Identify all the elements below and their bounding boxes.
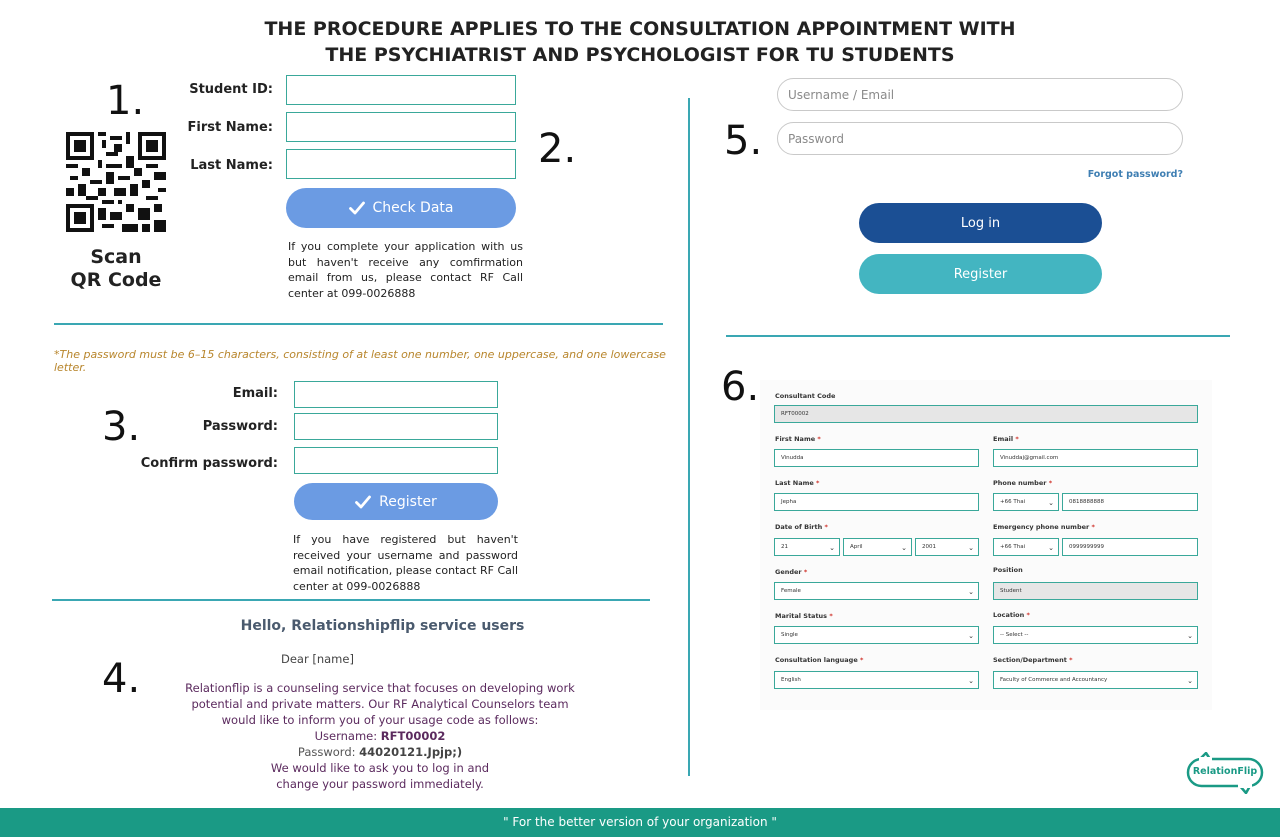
gender-label <box>775 568 807 576</box>
first-name-input[interactable] <box>286 112 516 142</box>
consultant-code-value: RFT00002 <box>781 411 809 417</box>
scan-label-line-1: Scan <box>90 246 142 268</box>
email-field[interactable] <box>294 381 498 408</box>
footer-banner: " For the better version of your organization " <box>0 808 1280 837</box>
chevron-down-icon: ⌄ <box>968 588 974 596</box>
consultation-language-select[interactable] <box>774 671 979 689</box>
section-department-value: Faculty of Commerce and Accountancy <box>1000 677 1108 683</box>
position-label: Position <box>993 566 1023 574</box>
email-line-1: Relationflip is a counseling service that focuses on developing work <box>185 681 575 695</box>
marital-status-value: Single <box>781 632 798 638</box>
phone-form-label-text: Phone number <box>993 479 1047 487</box>
last-name-form-input[interactable] <box>774 493 979 511</box>
dob-year-select[interactable] <box>915 538 979 556</box>
dob-day-value: 21 <box>781 544 788 550</box>
gender-label-text: Gender <box>775 568 802 576</box>
section-department-label-text: Section/Department <box>993 656 1067 664</box>
step-number-3: 3. <box>102 404 141 450</box>
email-form-label-text: Email <box>993 435 1014 443</box>
first-name-form-label <box>775 435 821 443</box>
phone-number-value: 0818888888 <box>1069 499 1104 505</box>
required-mark: * <box>824 523 828 531</box>
forgot-password-link[interactable]: Forgot password? <box>1087 169 1183 180</box>
section-department-label <box>993 656 1073 664</box>
last-name-label: Last Name: <box>190 158 273 173</box>
password-label: Password: <box>297 745 360 759</box>
email-body <box>160 680 600 792</box>
gender-value: Female <box>781 588 801 594</box>
emergency-country-select[interactable] <box>993 538 1059 556</box>
check-data-note: If you complete your application with us but haven't receive any comfirmation email from us, please contact RF Call center at 099-0026888 <box>288 240 523 300</box>
register-link-button[interactable]: Register <box>859 254 1102 294</box>
qr-code-icon <box>66 132 166 232</box>
password-label: Password: <box>202 419 278 434</box>
chevron-down-icon: ⌄ <box>1187 632 1193 640</box>
emergency-phone-label <box>993 523 1095 531</box>
position-field <box>993 582 1198 600</box>
location-select[interactable] <box>993 626 1198 644</box>
required-mark: * <box>1069 656 1073 664</box>
relationflip-logo <box>1186 752 1266 794</box>
check-icon <box>349 201 365 215</box>
phone-country-value: +66 Thai <box>1000 499 1026 505</box>
dob-day-select[interactable] <box>774 538 840 556</box>
register-note: If you have registered but haven't received your username and password email notification, please contact RF Call center at 099-0026888 <box>293 533 518 593</box>
confirm-password-label: Confirm password: <box>140 456 278 471</box>
gender-select[interactable] <box>774 582 979 600</box>
step-number-6: 6. <box>721 364 760 410</box>
divider <box>52 599 650 601</box>
step-number-1: 1. <box>106 78 145 124</box>
username-value: RFT00002 <box>380 729 446 743</box>
email-line-3: would like to inform you of your usage code as follows: <box>221 713 539 727</box>
username-placeholder: Username / Email <box>788 87 895 102</box>
location-label-text: Location <box>993 611 1025 619</box>
consultant-code-label: Consultant Code <box>775 392 836 400</box>
email-line-5: change your password immediately. <box>276 777 484 791</box>
last-name-form-label-text: Last Name <box>775 479 814 487</box>
emergency-phone-label-text: Emergency phone number <box>993 523 1090 531</box>
consultation-language-value: English <box>781 677 801 683</box>
divider <box>726 335 1230 337</box>
email-greeting: Dear [name] <box>281 652 354 666</box>
required-mark: * <box>1015 435 1019 443</box>
consultant-code-field <box>774 405 1198 423</box>
phone-form-label <box>993 479 1052 487</box>
section-department-select[interactable] <box>993 671 1198 689</box>
required-mark: * <box>1048 479 1053 487</box>
email-form-value: Vinuddaj@gmail.com <box>1000 455 1059 461</box>
marital-status-label <box>775 612 833 620</box>
vertical-divider <box>688 98 690 776</box>
marital-status-select[interactable] <box>774 626 979 644</box>
phone-country-select[interactable] <box>993 493 1059 511</box>
consultation-language-label <box>775 656 863 664</box>
phone-number-input[interactable] <box>1062 493 1198 511</box>
chevron-down-icon: ⌄ <box>901 544 907 552</box>
consultation-language-label-text: Consultation language <box>775 656 858 664</box>
username-input[interactable] <box>777 78 1183 111</box>
page-title <box>0 16 1280 68</box>
emergency-country-value: +66 Thai <box>1000 544 1026 550</box>
scan-label-line-2: QR Code <box>70 269 162 291</box>
step-number-4: 4. <box>102 656 141 702</box>
password-rule-note: *The password must be 6–15 characters, consisting of at least one number, one uppercase, and one lowercase letter. <box>54 348 666 374</box>
emergency-phone-value: 0999999999 <box>1069 544 1104 550</box>
divider <box>54 323 663 325</box>
confirm-password-field[interactable] <box>294 447 498 474</box>
location-value: -- Select -- <box>1000 632 1029 638</box>
check-icon <box>355 495 371 509</box>
chevron-down-icon: ⌄ <box>1187 677 1193 685</box>
scan-qr-label <box>56 246 176 292</box>
dob-label <box>775 523 828 531</box>
required-mark: * <box>829 612 833 620</box>
check-data-button[interactable] <box>286 188 516 228</box>
chevron-down-icon: ⌄ <box>968 632 974 640</box>
step-number-2: 2. <box>538 126 577 172</box>
dob-label-text: Date of Birth <box>775 523 823 531</box>
chevron-down-icon: ⌄ <box>1048 499 1054 507</box>
email-form-label <box>993 435 1019 443</box>
required-mark: * <box>816 479 820 487</box>
username-label: Username: <box>314 729 381 743</box>
page-title-line-2: THE PSYCHIATRIST AND PSYCHOLOGIST FOR TU STUDENTS <box>325 44 955 66</box>
register-button[interactable] <box>294 483 498 520</box>
emergency-phone-input[interactable] <box>1062 538 1198 556</box>
password-input[interactable] <box>777 122 1183 155</box>
dob-month-value: April <box>850 544 863 550</box>
username-line <box>160 728 600 744</box>
chevron-down-icon: ⌄ <box>968 544 974 552</box>
email-line-4: We would like to ask you to log in and <box>270 761 490 775</box>
required-mark: * <box>1091 523 1095 531</box>
required-mark: * <box>803 568 808 576</box>
student-id-label: Student ID: <box>189 82 273 97</box>
chevron-down-icon: ⌄ <box>968 677 974 685</box>
last-name-form-value: Jepha <box>781 499 797 505</box>
page-title-line-1: THE PROCEDURE APPLIES TO THE CONSULTATION APPOINTMENT WITH <box>264 18 1016 40</box>
last-name-input[interactable] <box>286 149 516 179</box>
chevron-down-icon: ⌄ <box>1048 544 1054 552</box>
dob-year-value: 2001 <box>922 544 936 550</box>
position-value: Student <box>1000 588 1022 594</box>
logo-text: RelationFlip <box>1192 766 1258 777</box>
chevron-down-icon: ⌄ <box>829 544 835 552</box>
register-label: Register <box>379 493 437 510</box>
password-placeholder: Password <box>788 131 845 146</box>
email-line-2: potential and private matters. Our RF Analytical Counselors team <box>191 697 569 711</box>
required-mark: * <box>860 656 864 664</box>
email-label: Email: <box>232 386 278 401</box>
login-button[interactable]: Log in <box>859 203 1102 243</box>
location-label <box>993 611 1030 619</box>
required-mark: * <box>817 435 821 443</box>
step-number-5: 5. <box>724 118 763 164</box>
password-line <box>160 744 600 760</box>
first-name-form-label-text: First Name <box>775 435 816 443</box>
first-name-form-input[interactable] <box>774 449 979 467</box>
student-id-input[interactable] <box>286 75 516 105</box>
password-value: 44020121.Jpjp;) <box>359 745 463 759</box>
email-heading: Hello, Relationshipflip service users <box>240 618 525 634</box>
required-mark: * <box>1026 611 1030 619</box>
password-field[interactable] <box>294 413 498 440</box>
last-name-form-label <box>775 479 819 487</box>
email-form-input[interactable] <box>993 449 1198 467</box>
marital-status-label-text: Marital Status <box>775 612 828 620</box>
dob-month-select[interactable] <box>843 538 912 556</box>
first-name-form-value: Vinudda <box>781 455 804 461</box>
check-data-label: Check Data <box>372 200 454 216</box>
first-name-label: First Name: <box>187 120 273 135</box>
